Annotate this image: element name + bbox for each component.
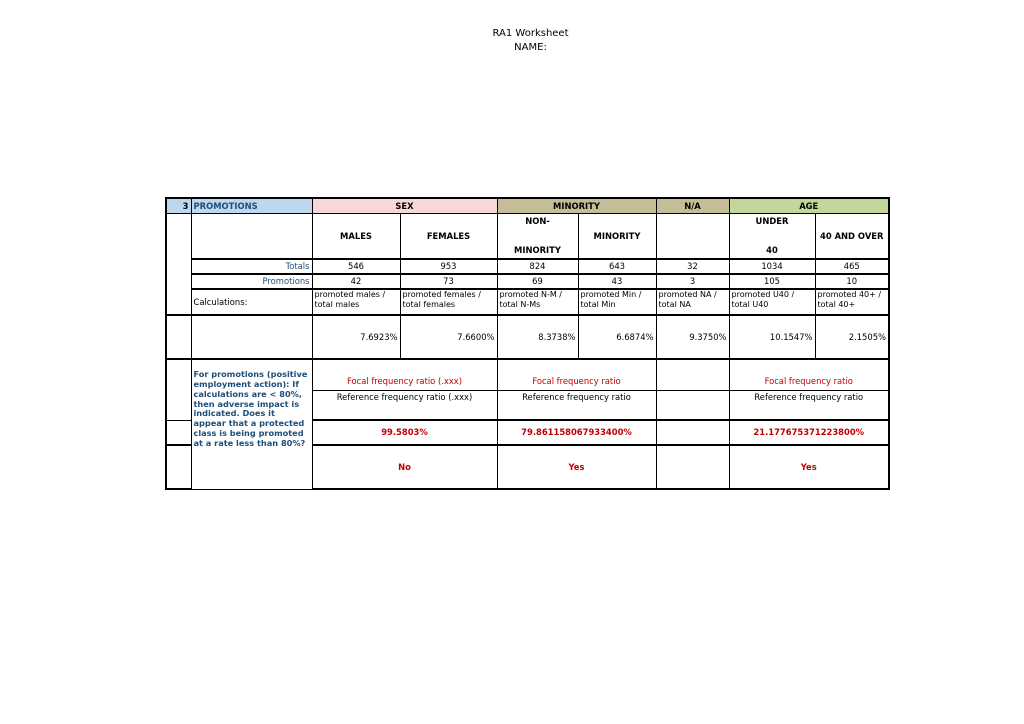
formula-minority-line2: total Min	[580, 299, 616, 309]
group-minority: MINORITY	[497, 198, 656, 213]
answer-row-number-cell	[166, 445, 191, 489]
formula-minority	[578, 289, 656, 315]
pct-under40: 10.1547%	[729, 315, 815, 359]
promotions-label: Promotions	[191, 274, 312, 289]
worksheet-header	[0, 27, 1024, 55]
ratio-minority: 79.861158067933400%	[497, 420, 656, 445]
focal-ratio-sex: Focal frequency ratio (.xxx)	[312, 359, 497, 390]
total-females: 953	[400, 259, 497, 274]
formula-under40-line2: total U40	[731, 299, 769, 309]
pct-na: 9.3750%	[656, 315, 729, 359]
formula-under40-line1: promoted U40 /	[731, 290, 795, 299]
name-label: NAME:	[514, 42, 547, 53]
col-under40	[729, 213, 815, 259]
col-na	[656, 213, 729, 259]
reference-ratio-na	[656, 390, 729, 420]
pct-males: 7.6923%	[312, 315, 400, 359]
ratio-age: 21.177675371223800%	[729, 420, 889, 445]
focal-ratio-minority: Focal frequency ratio	[497, 359, 656, 390]
pct-non-minority: 8.3738%	[497, 315, 578, 359]
formula-na	[656, 289, 729, 315]
focal-row-number-cell	[166, 359, 191, 420]
formula-non-minority-line1: promoted N-M /	[499, 290, 562, 299]
formula-non-minority-line2: total N-Ms	[499, 299, 541, 309]
col-non-minority-line2: MINORITY	[514, 244, 561, 255]
formula-males	[312, 289, 400, 315]
formula-males-line1: promoted males /	[314, 290, 386, 299]
answer-minority: Yes	[497, 445, 656, 489]
formula-non-minority	[497, 289, 578, 315]
promoted-males: 42	[312, 274, 400, 289]
total-under40: 1034	[729, 259, 815, 274]
promotions-table	[165, 197, 890, 490]
ratio-row-number-cell	[166, 420, 191, 445]
worksheet-title: RA1 Worksheet	[492, 28, 569, 39]
total-males: 546	[312, 259, 400, 274]
pct-females: 7.6600%	[400, 315, 497, 359]
blank-header-cell	[191, 213, 312, 259]
percent-row-number-cell	[166, 315, 191, 359]
totals-label: Totals	[191, 259, 312, 274]
promoted-40-and-over: 10	[815, 274, 889, 289]
total-40-and-over: 465	[815, 259, 889, 274]
col-non-minority-line1: NON-	[525, 215, 550, 226]
formula-males-line2: total males	[314, 299, 360, 309]
promoted-under40: 105	[729, 274, 815, 289]
col-minority: MINORITY	[578, 213, 656, 259]
col-under40-line1: UNDER	[755, 215, 789, 226]
answer-age: Yes	[729, 445, 889, 489]
formula-females	[400, 289, 497, 315]
promoted-females: 73	[400, 274, 497, 289]
adverse-impact-question: For promotions (positive employment action): If calculations are < 80%, then adverse impact is indicated. Does it appear that a protected class is being promoted at a rate less than 80%?	[191, 359, 312, 489]
reference-ratio-age: Reference frequency ratio	[729, 390, 889, 420]
col-females: FEMALES	[400, 213, 497, 259]
promoted-non-minority: 69	[497, 274, 578, 289]
col-under40-line2: 40	[766, 244, 778, 255]
promoted-na: 3	[656, 274, 729, 289]
row-number-cell	[166, 213, 191, 315]
total-non-minority: 824	[497, 259, 578, 274]
formula-40-and-over	[815, 289, 889, 315]
pct-40-and-over: 2.1505%	[815, 315, 889, 359]
focal-ratio-age: Focal frequency ratio	[729, 359, 889, 390]
total-minority: 643	[578, 259, 656, 274]
answer-sex: No	[312, 445, 497, 489]
formula-minority-line1: promoted Min /	[580, 290, 642, 299]
reference-ratio-sex: Reference frequency ratio (.xxx)	[312, 390, 497, 420]
total-na: 32	[656, 259, 729, 274]
calculations-label: Calculations:	[191, 289, 312, 315]
formula-40-and-over-line1: promoted 40+ /	[817, 290, 882, 299]
pct-minority: 6.6874%	[578, 315, 656, 359]
formula-na-line1: promoted NA /	[658, 290, 717, 299]
percent-label-cell	[191, 315, 312, 359]
formula-females-line2: total females	[402, 299, 456, 309]
ratio-na	[656, 420, 729, 445]
formula-females-line1: promoted females /	[402, 290, 481, 299]
reference-ratio-minority: Reference frequency ratio	[497, 390, 656, 420]
section-number: 3	[166, 198, 191, 213]
group-age: AGE	[729, 198, 889, 213]
ratio-sex: 99.5803%	[312, 420, 497, 445]
col-40-and-over: 40 AND OVER	[815, 213, 889, 259]
group-sex: SEX	[312, 198, 497, 213]
section-label: PROMOTIONS	[191, 198, 312, 213]
formula-na-line2: total NA	[658, 299, 691, 309]
promoted-minority: 43	[578, 274, 656, 289]
col-males: MALES	[312, 213, 400, 259]
col-non-minority	[497, 213, 578, 259]
formula-40-and-over-line2: total 40+	[817, 299, 856, 309]
answer-na	[656, 445, 729, 489]
focal-ratio-na	[656, 359, 729, 390]
formula-under40	[729, 289, 815, 315]
group-na: N/A	[656, 198, 729, 213]
